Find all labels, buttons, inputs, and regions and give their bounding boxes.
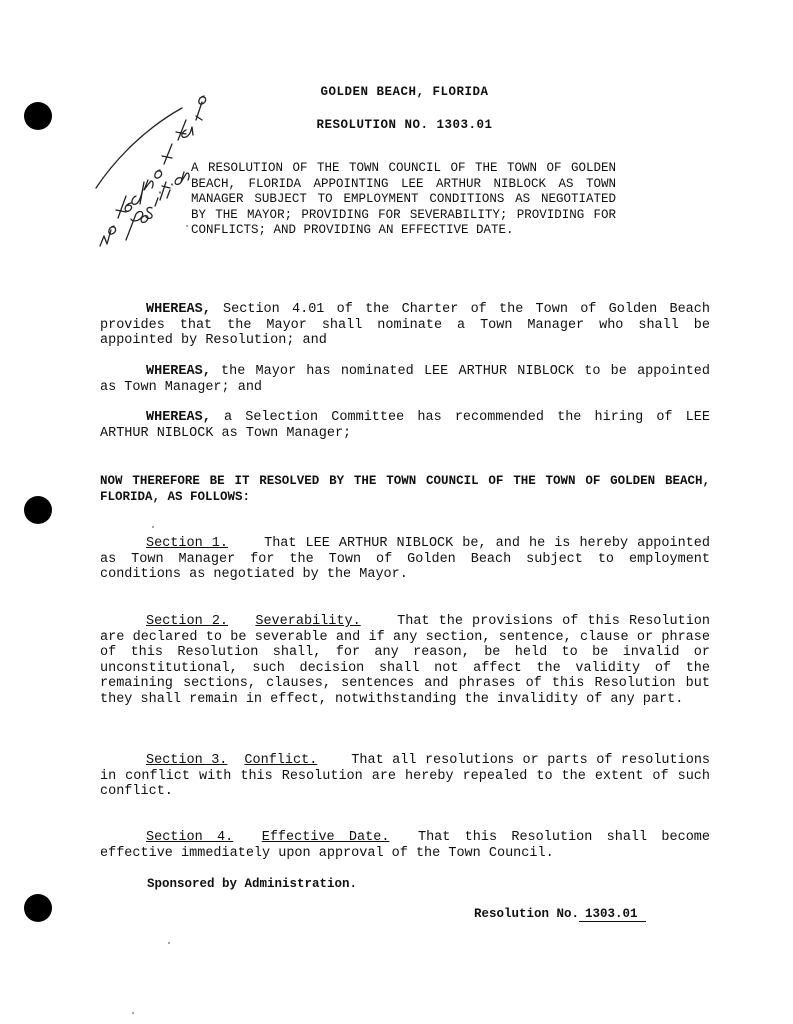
section-text: That LEE ARTHUR NIBLOCK be, and he is hereby appointed as Town Manager for the Town of Golden Beach subject to employment conditions as negotiated by the Mayor. (100, 536, 710, 582)
whereas-text: a Selection Committee has recommended the hiring of LEE ARTHUR NIBLOCK as Town Manager; (100, 410, 710, 441)
section-heading: Section 2. (146, 614, 229, 629)
section-1 (100, 536, 710, 583)
whereas-clause-2 (100, 364, 710, 395)
scan-speck (132, 1012, 134, 1014)
footer-resolution-label: Resolution No. (474, 907, 580, 921)
section-heading: Section 1. (146, 536, 228, 551)
footer-resolution-number (474, 907, 646, 922)
section-heading: Section 4. (146, 830, 234, 845)
whereas-lead: WHEREAS, (146, 364, 211, 379)
section-subheading: Severability. (255, 614, 361, 629)
section-text: That this Resolution shall become effective immediately upon approval of the Town Council. (100, 830, 711, 861)
footer-resolution-value: 1303.01 (579, 907, 646, 922)
whereas-text: the Mayor has nominated LEE ARTHUR NIBLOCK to be appointed as Town Manager; and (100, 364, 710, 395)
whereas-clause-3 (100, 410, 710, 441)
punch-hole-middle (24, 496, 52, 524)
scan-speck (152, 526, 154, 528)
section-heading: Section 3. (146, 753, 228, 768)
section-4 (100, 830, 710, 861)
scan-speck (186, 225, 188, 227)
section-2 (100, 614, 710, 707)
whereas-clause-1 (100, 302, 710, 349)
whereas-lead: WHEREAS, (146, 410, 211, 425)
punch-hole-bottom (24, 894, 52, 922)
section-text: That the provisions of this Resolution are declared to be severable and if any section, sentence, clause or phrase of this Resolution shall, for any reason, be held to be invalid or unconstitutional, such decision shall not affect the validity of the remaining sections, clauses, sentences and phrases of this Resolution but they shall remain in effect, notwithstanding the invalidity of any part. (100, 614, 711, 707)
resolution-number-heading: RESOLUTION NO. 1303.01 (316, 118, 493, 132)
sponsor-line: Sponsored by Administration. (147, 877, 358, 891)
resolution-title-block: A RESOLUTION OF THE TOWN COUNCIL OF THE TOWN OF GOLDEN BEACH, FLORIDA APPOINTING LEE ARTHUR NIBLOCK AS TOWN MANAGER SUBJECT TO EMPLOYMENT CONDITIONS AS NEGOTIATED BY THE MAYOR; PROVIDING FOR SEVERABILITY; PROVIDING FOR CONFLICTS; AND PROVIDING AN EFFECTIVE DATE. (191, 161, 616, 237)
document-place-heading: GOLDEN BEACH, FLORIDA (320, 85, 489, 99)
section-3 (100, 753, 710, 800)
whereas-lead: WHEREAS, (146, 302, 211, 317)
resolved-clause: NOW THEREFORE BE IT RESOLVED BY THE TOWN COUNCIL OF THE TOWN OF GOLDEN BEACH, FLORIDA, AS FOLLOWS: (100, 474, 710, 504)
whereas-text: Section 4.01 of the Charter of the Town of Golden Beach provides that the Mayor shall nominate a Town Manager who shall be appointed by Resolution; and (100, 302, 710, 348)
section-subheading: Conflict. (244, 753, 318, 768)
section-subheading: Effective Date. (261, 830, 390, 845)
scan-speck (168, 942, 170, 944)
section-text: That all resolutions or parts of resolutions in conflict with this Resolution are hereby repealed to the extent of such conflict. (100, 753, 711, 799)
